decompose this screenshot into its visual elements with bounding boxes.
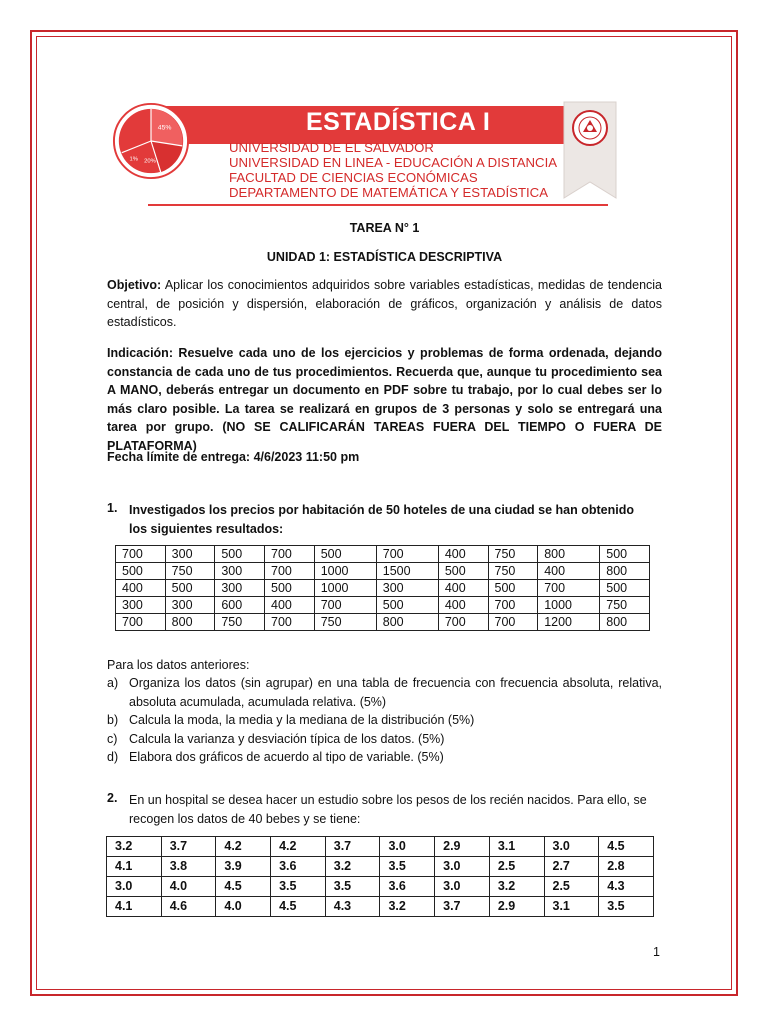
list-item-text: Calcula la varianza y desviación típica de los datos. (5%): [129, 731, 445, 746]
table-cell: 2.8: [599, 857, 654, 877]
table-cell: 700: [538, 580, 600, 597]
table-cell: 3.0: [435, 857, 490, 877]
list-item-text: Organiza los datos (sin agrupar) en una tabla de frecuencia con frecuencia absoluta, relativa, absoluta acumulada, acumulada relativa. (5%): [129, 676, 662, 709]
table-cell: 300: [165, 546, 215, 563]
table-cell: 4.6: [161, 897, 216, 917]
header-banner: [112, 96, 642, 206]
list-item: [107, 711, 662, 730]
table-cell: 1000: [314, 580, 376, 597]
table-cell: 4.1: [107, 897, 162, 917]
university-seal-icon: [560, 98, 620, 202]
table-cell: 700: [265, 563, 315, 580]
table-cell: 300: [116, 597, 166, 614]
table-cell: 400: [438, 546, 488, 563]
page-number: 1: [653, 945, 660, 959]
table-cell: 3.1: [544, 897, 599, 917]
assignment-title: TAREA N° 1: [349, 221, 420, 235]
table-cell: 500: [376, 597, 438, 614]
list-marker: d): [107, 750, 119, 764]
table-cell: 2.5: [489, 857, 544, 877]
question-1-text: Investigados los precios por habitación de 50 hoteles de una ciudad se han obtenido los siguientes resultados:: [129, 503, 634, 536]
table-cell: 2.9: [435, 837, 490, 857]
table-cell: 3.1: [489, 837, 544, 857]
list-item-text: Calcula la moda, la media y la mediana de la distribución (5%): [129, 713, 475, 727]
list-item: [107, 674, 662, 711]
objective-paragraph: [107, 276, 662, 332]
table-cell: 4.0: [216, 897, 271, 917]
table-cell: 500: [215, 546, 265, 563]
table-cell: 3.8: [161, 857, 216, 877]
table-cell: 4.5: [599, 837, 654, 857]
table-row: [107, 897, 654, 917]
hotel-prices-table: [115, 545, 650, 631]
table-cell: 3.7: [435, 897, 490, 917]
table-cell: 3.2: [107, 837, 162, 857]
banner-line: DEPARTAMENTO DE MATEMÁTICA Y ESTADÍSTICA: [229, 185, 548, 200]
table-cell: 700: [488, 614, 538, 631]
table-row: [116, 597, 650, 614]
question-2-number: 2.: [107, 791, 118, 805]
table-row: [116, 563, 650, 580]
table-cell: 1000: [538, 597, 600, 614]
table-cell: 3.9: [216, 857, 271, 877]
table-cell: 3.2: [325, 857, 380, 877]
table-cell: 4.3: [325, 897, 380, 917]
list-marker: c): [107, 731, 118, 746]
table-cell: 750: [215, 614, 265, 631]
list-item: [107, 748, 662, 767]
table-cell: 4.5: [271, 897, 326, 917]
question-1-number: 1.: [107, 501, 118, 515]
table-cell: 2.5: [544, 877, 599, 897]
banner-line: UNIVERSIDAD DE EL SALVADOR: [229, 140, 434, 155]
table-cell: 500: [600, 580, 650, 597]
table-cell: 4.2: [271, 837, 326, 857]
table-cell: 3.5: [380, 857, 435, 877]
pie-label: 20%: [144, 158, 156, 165]
table-cell: 500: [165, 580, 215, 597]
table-cell: 3.5: [599, 897, 654, 917]
table-cell: 3.0: [544, 837, 599, 857]
table-cell: 400: [265, 597, 315, 614]
table-row: [107, 877, 654, 897]
table-cell: 500: [488, 580, 538, 597]
table-cell: 800: [538, 546, 600, 563]
question-2-text: En un hospital se desea hacer un estudio sobre los pesos de los recién nacidos. Para ello, se recogen los datos de 40 bebes y se tiene:: [129, 793, 647, 826]
table-cell: 3.6: [380, 877, 435, 897]
table-cell: 700: [314, 597, 376, 614]
question-1-items: [107, 674, 662, 767]
table-cell: 750: [488, 563, 538, 580]
table-cell: 4.2: [216, 837, 271, 857]
table-cell: 3.7: [161, 837, 216, 857]
banner-rule: [148, 204, 608, 206]
table-cell: 2.7: [544, 857, 599, 877]
table-cell: 700: [265, 614, 315, 631]
list-item-text: Elabora dos gráficos de acuerdo al tipo de variable. (5%): [129, 750, 444, 764]
table-cell: 4.0: [161, 877, 216, 897]
table-cell: 1500: [376, 563, 438, 580]
table-cell: 4.3: [599, 877, 654, 897]
banner-institution-lines: [229, 140, 557, 200]
table-cell: 600: [215, 597, 265, 614]
instructions-text: Resuelve cada uno de los ejercicios y problemas de forma ordenada, dejando constancia de cada uno de tus procedimientos. Recuerda que, aunque tu procedimiento sea A MANO, deberás entregar un documento en PDF sobre tu trabajo, por lo cual debes ser lo más claro posible. La tarea se realizará en grupos de 3 personas y solo se entregará una tarea por grupo. (NO SE CALIFICARÁN TAREAS FUERA DEL TIEMPO O FUERA DE PLATAFORMA): [107, 346, 662, 453]
unit-title: UNIDAD 1: ESTADÍSTICA DESCRIPTIVA: [266, 250, 503, 264]
table-row: [107, 857, 654, 877]
instructions-label: Indicación:: [107, 346, 173, 360]
table-cell: 500: [438, 563, 488, 580]
table-cell: 3.0: [435, 877, 490, 897]
table-cell: 1200: [538, 614, 600, 631]
list-item: [107, 730, 662, 749]
table-cell: 4.1: [107, 857, 162, 877]
table-cell: 700: [265, 546, 315, 563]
table-cell: 700: [116, 546, 166, 563]
list-marker: a): [107, 676, 119, 690]
table-cell: 3.7: [325, 837, 380, 857]
table-cell: 750: [600, 597, 650, 614]
table-cell: 500: [600, 546, 650, 563]
table-cell: 800: [600, 614, 650, 631]
table-cell: 700: [116, 614, 166, 631]
table-cell: 400: [538, 563, 600, 580]
table-cell: 300: [215, 580, 265, 597]
table-cell: 3.2: [489, 877, 544, 897]
objective-text: Aplicar los conocimientos adquiridos sobre variables estadísticas, medidas de tendencia central, de posición y dispersión, elaboración de gráficos, organización y análisis de datos estadísticos.: [107, 278, 662, 329]
table-cell: 750: [165, 563, 215, 580]
table-cell: 300: [215, 563, 265, 580]
pie-label: 1%: [129, 156, 139, 163]
banner-line: UNIVERSIDAD EN LINEA - EDUCACIÓN A DISTANCIA: [229, 155, 558, 170]
table-cell: 700: [488, 597, 538, 614]
table-cell: 750: [314, 614, 376, 631]
table-cell: 4.5: [216, 877, 271, 897]
banner-title: ESTADÍSTICA I: [306, 108, 491, 136]
table-cell: 3.2: [380, 897, 435, 917]
due-date: Fecha límite de entrega: 4/6/2023 11:50 pm: [107, 450, 360, 464]
table-cell: 500: [116, 563, 166, 580]
table-cell: 500: [314, 546, 376, 563]
objective-label: Objetivo:: [107, 278, 162, 292]
table-row: [107, 837, 654, 857]
pie-chart-logo: [112, 102, 190, 180]
table-cell: 500: [265, 580, 315, 597]
banner-line: FACULTAD DE CIENCIAS ECONÓMICAS: [229, 170, 478, 185]
table-cell: 800: [600, 563, 650, 580]
birth-weights-table: [106, 836, 654, 917]
question-1-intro: Para los datos anteriores:: [107, 658, 250, 672]
table-cell: 400: [438, 580, 488, 597]
table-cell: 3.5: [271, 877, 326, 897]
pie-label: 45%: [157, 124, 172, 132]
table-row: [116, 546, 650, 563]
table-cell: 700: [376, 546, 438, 563]
table-cell: 3.6: [271, 857, 326, 877]
table-cell: 800: [376, 614, 438, 631]
table-row: [116, 614, 650, 631]
table-cell: 300: [376, 580, 438, 597]
table-cell: 2.9: [489, 897, 544, 917]
table-cell: 3.0: [380, 837, 435, 857]
table-cell: 800: [165, 614, 215, 631]
table-cell: 700: [438, 614, 488, 631]
instructions-paragraph: [107, 344, 662, 455]
table-cell: 400: [438, 597, 488, 614]
table-row: [116, 580, 650, 597]
list-marker: b): [107, 713, 119, 727]
table-cell: 400: [116, 580, 166, 597]
table-cell: 3.5: [325, 877, 380, 897]
table-cell: 300: [165, 597, 215, 614]
table-cell: 750: [488, 546, 538, 563]
table-cell: 3.0: [107, 877, 162, 897]
table-cell: 1000: [314, 563, 376, 580]
